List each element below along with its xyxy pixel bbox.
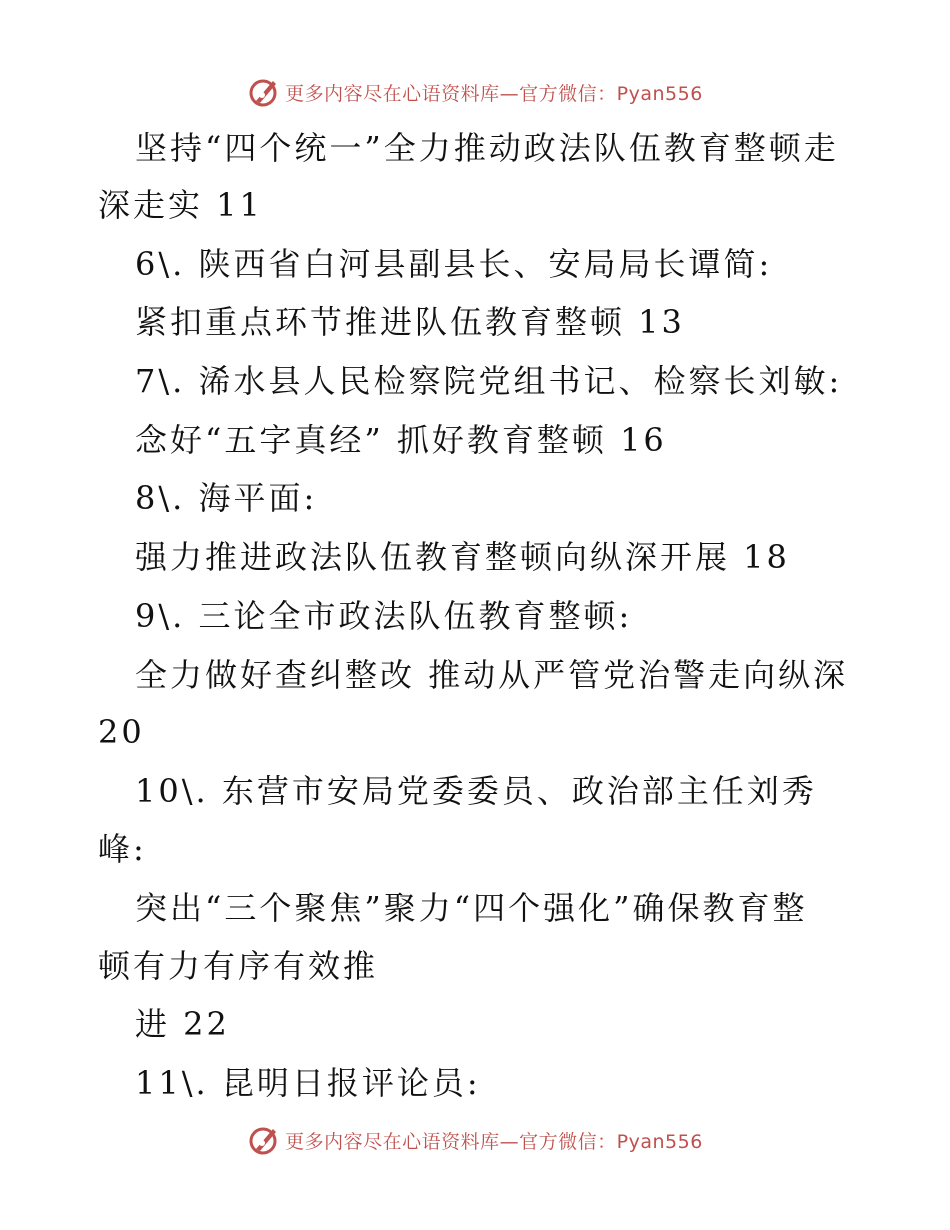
toc-line: 8\. 海平面: bbox=[135, 479, 318, 517]
toc-line: 坚持“四个统一”全力推动政法队伍教育整顿走 bbox=[135, 129, 839, 167]
toc-line: 进 22 bbox=[135, 1005, 230, 1043]
feather-pen-logo-icon bbox=[247, 1123, 281, 1157]
toc-line: 11\. 昆明日报评论员: bbox=[135, 1064, 481, 1102]
toc-line: 10\. 东营市安局党委委员、政治部主任刘秀 bbox=[135, 772, 817, 810]
toc-line: 紧扣重点环节推进队伍教育整顿 13 bbox=[135, 303, 685, 341]
toc-line: 强力推进政法队伍教育整顿向纵深开展 18 bbox=[135, 538, 790, 576]
toc-line: 全力做好查纠整改 推动从严管党治警走向纵深 bbox=[135, 656, 849, 694]
toc-line: 6\. 陕西省白河县副县长、安局局长谭简: bbox=[135, 245, 773, 283]
toc-line: 突出“三个聚焦”聚力“四个强化”确保教育整 bbox=[135, 889, 808, 927]
toc-line: 深走实 11 bbox=[98, 186, 263, 224]
toc-line: 9\. 三论全市政法队伍教育整顿: bbox=[135, 597, 633, 635]
toc-line: 7\. 浠水县人民检察院党组书记、检察长刘敏: bbox=[135, 362, 843, 400]
toc-line: 顿有力有序有效推 bbox=[98, 947, 379, 985]
toc-line: 20 bbox=[98, 713, 145, 751]
watermark-text: 更多内容尽在心语资料库—官方微信：Pyan556 bbox=[285, 1130, 703, 1153]
footer-watermark bbox=[0, 1120, 950, 1160]
feather-pen-logo-icon bbox=[247, 75, 281, 109]
toc-line: 峰: bbox=[98, 830, 147, 868]
header-watermark bbox=[0, 72, 950, 112]
watermark-text: 更多内容尽在心语资料库—官方微信：Pyan556 bbox=[285, 82, 703, 105]
toc-line: 念好“五字真经” 抓好教育整顿 16 bbox=[135, 421, 667, 459]
